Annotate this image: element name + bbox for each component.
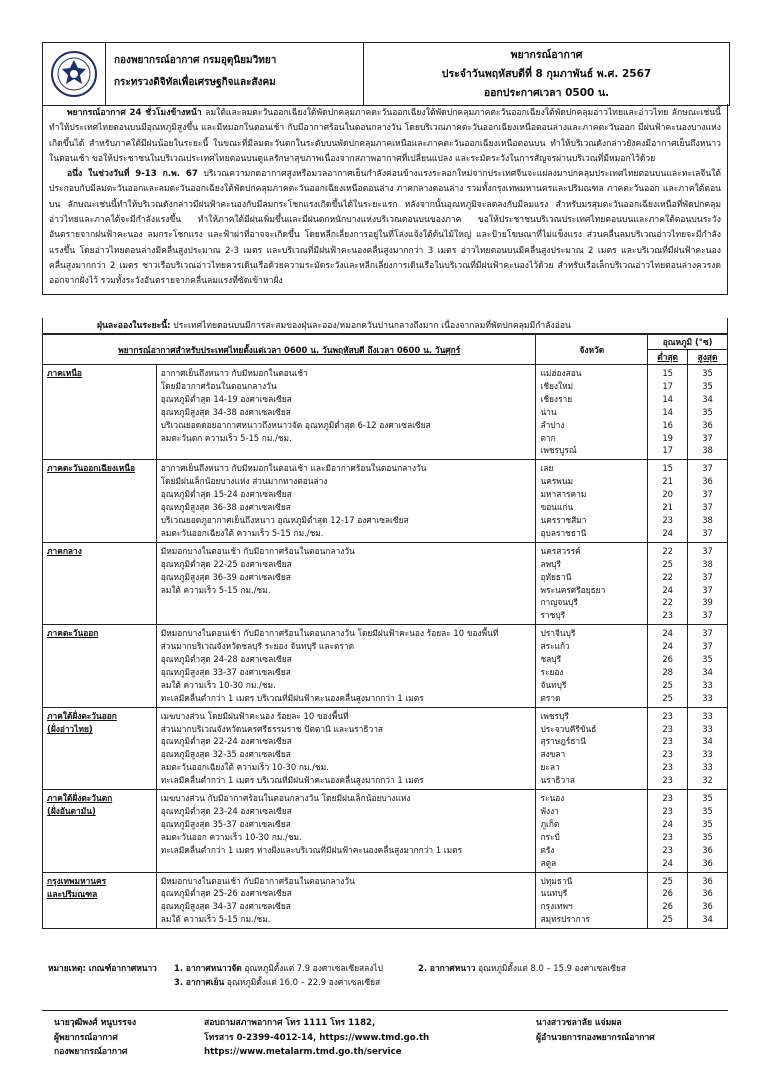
province-cell xyxy=(536,707,648,789)
max-temp: 34 xyxy=(702,393,713,404)
forecast-line: อุณหภูมิสูงสุด 36-39 องศาเซลเซียส xyxy=(160,571,291,582)
region-row xyxy=(43,542,728,624)
forecaster-name: นายวุฒิพงศ์ หนูบรรจง xyxy=(54,1018,137,1028)
min-temp: 21 xyxy=(662,476,673,487)
province-name: จันทบุรี xyxy=(540,679,567,690)
min-temp-cell xyxy=(648,707,688,789)
forecast-line: ลมใต้ ความเร็ว 10-30 กม./ชม. xyxy=(160,679,276,690)
province-name: เชียงราย xyxy=(540,393,573,404)
summary-block xyxy=(42,104,728,295)
forecast-line: มีหมอกบางในตอนเช้า กับมีอากาศร้อนในตอนกลางวัน xyxy=(160,875,355,886)
min-temp: 15 xyxy=(662,463,673,474)
max-temp: 34 xyxy=(702,666,713,677)
forecast-line: อุณหภูมิต่ำสุด 22-25 องศาเซลเซียส xyxy=(160,558,292,569)
max-temp: 38 xyxy=(702,558,713,569)
min-temp: 24 xyxy=(662,584,673,595)
min-temp: 23 xyxy=(662,844,673,855)
forecast-line: ลมตะวันตก ความเร็ว 5-15 กม./ชม. xyxy=(160,432,292,443)
forecast-line: อุณหภูมิสูงสุด 33-37 องศาเซลเซียส xyxy=(160,666,291,677)
dust-text: ประเทศไทยตอนบนมีการสะสมของฝุ่นละออง/หมอกควันปานกลางถึงมาก เนื่องจากลมที่พัดปกคลุมมีกำลังอ่อน xyxy=(170,321,571,331)
min-temp-header: ต่ำสุด xyxy=(648,350,688,365)
province-name: สุราษฎร์ธานี xyxy=(540,736,586,747)
region-subname: (ฝั่งอ่าวไทย) xyxy=(47,723,93,734)
max-temp: 32 xyxy=(702,775,713,786)
forecast-line: ลมใต้ ความเร็ว 5-15 กม./ชม. xyxy=(160,584,271,595)
region-subname: (ฝั่งอันดามัน) xyxy=(47,806,96,817)
min-temp: 25 xyxy=(662,875,673,886)
max-temp: 37 xyxy=(702,571,713,582)
forecast-line: อุณหภูมิสูงสุด 34-37 องศาเซลเซียส xyxy=(160,901,291,912)
min-temp: 22 xyxy=(662,571,673,582)
forecast-line: ทะเลมีคลื่นต่ำกว่า 1 เมตร บริเวณที่มีฝนฟ้าคะนองคลื่นสูงมากกว่า 1 เมตร xyxy=(160,692,424,703)
max-temp: 36 xyxy=(702,419,713,430)
table-main-header: พยากรณ์อากาศสำหรับประเทศไทยตั้งแต่เวลา 0600 น. วันพฤหัสบดี ถึงเวลา 0600 น. วันศุกร์ xyxy=(43,335,536,365)
min-temp: 16 xyxy=(662,419,673,430)
province-name: ปราจีนบุรี xyxy=(540,628,576,639)
max-temp: 35 xyxy=(702,831,713,842)
region-name: ภาคตะวันออกเฉียงเหนือ xyxy=(47,463,136,474)
max-temp: 37 xyxy=(702,489,713,500)
region-rows xyxy=(43,365,728,929)
min-temp: 23 xyxy=(662,736,673,747)
max-temp: 38 xyxy=(702,514,713,525)
contact-fax-website[interactable]: โทรสาร 0-2399-4012-14, https://www.tmd.go.th xyxy=(204,1032,430,1043)
forecast-line: อุณหภูมิสูงสุด 35-37 องศาเซลเซียส xyxy=(160,818,291,829)
min-temp: 22 xyxy=(662,597,673,608)
min-temp: 26 xyxy=(662,888,673,899)
min-temp-cell xyxy=(648,460,688,542)
min-temp: 23 xyxy=(662,762,673,773)
region-name-cell xyxy=(43,790,157,872)
province-name: สระแก้ว xyxy=(540,641,570,652)
max-temp: 36 xyxy=(702,857,713,868)
max-temp-cell xyxy=(688,460,728,542)
min-temp: 25 xyxy=(662,558,673,569)
region-row xyxy=(43,707,728,789)
min-temp: 23 xyxy=(662,514,673,525)
max-temp: 35 xyxy=(702,368,713,378)
forecast-line: อากาศเย็นถึงหนาว กับมีหมอกในตอนเช้า xyxy=(160,368,308,378)
province-name: ประจวบคีรีขันธ์ xyxy=(540,723,597,734)
min-temp: 15 xyxy=(662,368,673,378)
min-temp: 25 xyxy=(662,679,673,690)
max-temp: 34 xyxy=(702,914,713,925)
province-name: ขอนแก่น xyxy=(540,502,574,513)
province-name: เชียงใหม่ xyxy=(540,380,574,391)
min-temp: 25 xyxy=(662,692,673,703)
max-temp: 37 xyxy=(702,610,713,621)
max-temp: 37 xyxy=(702,545,713,556)
outlook-text: บริเวณความกดอากาศสูงหรือมวลอากาศเย็นกำลังค่อนข้างแรงระลอกใหม่จากประเทศจีนจะแผ่ลงมาปกคลุมประเทศไทยตอนบนและทะเลจีนใต้ ประกอบกับมีลมตะวันออกและลมตะวันออกเฉียงใต้พัดปกคลุมภาคตะวันออกเฉียงเหนือตอนล่าง ภาคกลางตอนล่าง รวมทั้งกรุงเทพมหานครและปริมณฑล ภาคตะวันออก และภาคใต้ตอนบน ลักษณะเช่นนี้ทำให้บริเวณดังกล่าวมีฝนฟ้าคะนองกับมีลมกระโชกแรงเกิดขึ้นได้ในระยะแรก หลังจากนั้นอุณหภูมิจะลดลงกับมีลมแรง สำหรับมรสุมตะวันออกเฉียงเหนือที่พัดปกคลุมอ่าวไทยและภาคใต้จะมีกำลังแรงขึ้น ทำให้ภาคใต้มีฝนเพิ่มขึ้นและมีฝนตกหนักบางแห่งบริเวณตอนบนของภาค ขอให้ประชาชนบริเวณประเทศไทยตอนบนและภาคใต้ตอนบนระวังอันตรายจากฝนฟ้าคะนอง ลมกระโชกแรง และฟ้าผ่าที่อาจจะเกิดขึ้น โดยหลีกเลี่ยงการอยู่ในที่โล่งแจ้งใต้ต้นไม้ใหญ่ และป้ายโฆษณาที่ไม่แข็งแรง ส่วนคลื่นลมบริเวณอ่าวไทยจะมีกำลังแรงขึ้น โดยอ่าวไทยตอนล่างมีคลื่นสูงประมาณ 2-3 เมตร และบริเวณที่มีฝนฟ้าคะนองคลื่นสูงมากกว่า 3 เมตร อ่าวไทยตอนบนมีคลื่นสูงประมาณ 2 เมตร และบริเวณที่มีฝนฟ้าคะนองคลื่นสูงมากกว่า 2 เมตร ชาวเรือบริเวณอ่าวไทยควรเดินเรือด้วยความระมัดระวังและหลีกเลี่ยงการเดินเรือในบริเวณที่มีฝนฟ้าคะนองไว้ด้วย สำหรับเรือเล็กบริเวณอ่าวไทยตอนล่างควรงดออกจากฝั่งไว้ รวมทั้งระวังอันตรายจากคลื่นลมแรงที่ซัดเข้าหาฝั่ง xyxy=(49,169,721,287)
region-name-cell xyxy=(43,625,157,707)
province-name: พังงา xyxy=(540,806,559,816)
forecast-line: อุณหภูมิต่ำสุด 14-19 องศาเซลเซียส xyxy=(160,393,292,404)
min-temp-cell xyxy=(648,790,688,872)
min-temp-cell xyxy=(648,872,688,929)
province-name: นครพนม xyxy=(540,476,574,487)
note-cool xyxy=(174,976,380,989)
tmd-emblem-icon xyxy=(50,49,98,99)
footer-divider xyxy=(42,1010,728,1011)
forecast-line: ลมตะวันออก ความเร็ว 10-30 กม./ชม. xyxy=(160,831,302,842)
forecast-line: ลมตะวันออกเฉียงใต้ ความเร็ว 10-30 กม./ชม. xyxy=(160,762,329,773)
dust-label: ฝุ่นละอองในระยะนี้: xyxy=(97,321,171,331)
province-name: มหาสารคาม xyxy=(540,489,587,500)
max-temp: 35 xyxy=(702,406,713,417)
max-temp-cell xyxy=(688,872,728,929)
summary-lead: พยากรณ์อากาศ 24 ชั่วโมงข้างหน้า xyxy=(67,108,202,118)
province-name: อุทัยธานี xyxy=(540,571,572,582)
forecaster-title: ผู้พยากรณ์อากาศ xyxy=(54,1032,118,1043)
department-cell xyxy=(106,43,364,105)
max-temp: 37 xyxy=(702,502,713,513)
forecaster-signature xyxy=(54,1016,136,1060)
max-temp: 36 xyxy=(702,901,713,912)
note-cold-text: อุณหภูมิตั้งแต่ 8.0 – 15.9 องศาเซลเซียส xyxy=(475,963,626,973)
province-cell xyxy=(536,542,648,624)
province-name: น่าน xyxy=(540,406,557,417)
province-name: นครราชสีมา xyxy=(540,514,587,525)
min-temp: 21 xyxy=(662,502,673,513)
regional-forecast-table xyxy=(42,334,728,929)
province-name: นราธิวาส xyxy=(540,775,576,786)
max-temp: 35 xyxy=(702,380,713,391)
province-name: เพชรบุรี xyxy=(540,710,569,721)
region-row xyxy=(43,790,728,872)
region-subname: และปริมณฑล xyxy=(47,888,98,899)
min-temp: 24 xyxy=(662,628,673,639)
min-temp: 23 xyxy=(662,793,673,804)
region-name: ภาคใต้ฝั่งตะวันออก xyxy=(47,710,117,721)
forecast-line: อุณหภูมิต่ำสุด 25-26 องศาเซลเซียส xyxy=(160,888,292,899)
province-name: นครสวรรค์ xyxy=(540,545,581,556)
province-name: สงขลา xyxy=(540,749,566,760)
forecast-line: อุณหภูมิสูงสุด 32-35 องศาเซลเซียส xyxy=(160,749,291,760)
region-name-cell xyxy=(43,365,157,460)
province-name: เลย xyxy=(540,463,554,474)
min-temp: 17 xyxy=(662,380,673,391)
province-header: จังหวัด xyxy=(536,335,648,365)
forecast-line: มีหมอกบางในตอนเช้า กับมีอากาศร้อนในตอนกลางวัน โดยมีฝนฟ้าคะนอง ร้อยละ 10 ของพื้นที่ xyxy=(160,628,499,639)
dust-note xyxy=(42,318,728,334)
note-cold-label: 2. อากาศหนาว xyxy=(418,963,476,973)
min-temp: 23 xyxy=(662,710,673,721)
forecast-line: ทะเลมีคลื่นต่ำกว่า 1 เมตร บริเวณที่มีฝนฟ้าคะนองคลื่นสูงมากกว่า 1 เมตร xyxy=(160,775,424,786)
min-temp: 23 xyxy=(662,723,673,734)
min-temp: 19 xyxy=(662,432,673,443)
province-name: กรุงเทพฯ xyxy=(540,901,573,912)
forecast-line: ทะเลมีคลื่นต่ำกว่า 1 เมตร ห่างฝั่งและบริเวณที่มีฝนฟ้าคะนองคลื่นสูงมากกว่า 1 เมตร xyxy=(160,844,463,855)
max-temp: 33 xyxy=(702,749,713,760)
province-name: เพชรบูรณ์ xyxy=(540,445,577,456)
region-row xyxy=(43,365,728,460)
province-name: ภูเก็ต xyxy=(540,818,560,829)
issue-time: ออกประกาศเวลา 0500 น. xyxy=(483,87,610,99)
min-temp: 14 xyxy=(662,393,673,404)
summary-paragraph xyxy=(49,106,721,167)
forecast-line: ลมใต้ ความเร็ว 5-15 กม./ชม. xyxy=(160,914,271,925)
outlook-lead: อนึ่ง ในช่วงวันที่ 9-13 ก.พ. 67 xyxy=(67,169,198,180)
region-forecast-cell xyxy=(156,707,536,789)
province-name: นนทบุรี xyxy=(540,888,568,899)
province-name: ชลบุรี xyxy=(540,654,562,665)
forecast-line: อากาศเย็นถึงหนาว กับมีหมอกในตอนเช้า และมีอากาศร้อนในตอนกลางวัน xyxy=(160,463,427,474)
max-temp: 37 xyxy=(702,432,713,443)
min-temp-cell xyxy=(648,365,688,460)
min-temp: 20 xyxy=(662,489,673,500)
province-cell xyxy=(536,790,648,872)
province-cell xyxy=(536,460,648,542)
province-name: ลำปาง xyxy=(540,419,565,430)
max-temp: 36 xyxy=(702,476,713,487)
forecast-line: อุณหภูมิต่ำสุด 24-28 องศาเซลเซียส xyxy=(160,654,292,665)
min-temp: 23 xyxy=(662,775,673,786)
province-name: สมุทรปราการ xyxy=(540,914,590,925)
region-row xyxy=(43,872,728,929)
max-temp: 37 xyxy=(702,463,713,474)
note-very-cold-label: 1. อากาศหนาวจัด xyxy=(174,963,242,973)
min-temp: 24 xyxy=(662,641,673,652)
outlook-paragraph xyxy=(49,167,721,289)
region-name: ภาคกลาง xyxy=(47,545,82,556)
note-cool-label: 3. อากาศเย็น xyxy=(174,977,225,987)
max-temp: 36 xyxy=(702,888,713,899)
forecast-line: เมฆบางส่วน โดยมีฝนฟ้าคะนอง ร้อยละ 10 ของพื้นที่ xyxy=(160,710,349,721)
region-name-cell xyxy=(43,460,157,542)
province-name: ระยอง xyxy=(540,666,564,677)
region-row xyxy=(43,460,728,542)
max-temp-cell xyxy=(688,542,728,624)
director-title: ผู้อำนวยการกองพยากรณ์อากาศ xyxy=(536,1032,655,1043)
max-temp: 35 xyxy=(702,818,713,829)
document-header xyxy=(42,42,730,106)
forecast-line: โดยมีอากาศร้อนในตอนกลางวัน xyxy=(160,380,277,391)
region-forecast-cell xyxy=(156,460,536,542)
max-temp: 35 xyxy=(702,793,713,804)
province-name: สตูล xyxy=(540,857,557,868)
min-temp: 25 xyxy=(662,914,673,925)
province-name: กระบี่ xyxy=(540,831,560,842)
max-temp-cell xyxy=(688,365,728,460)
note-very-cold xyxy=(174,962,383,975)
forecast-line: เมฆบางส่วน กับมีอากาศร้อนในตอนกลางวัน โดยมีฝนเล็กน้อยบางแห่ง xyxy=(160,793,411,804)
region-name: ภาคตะวันออก xyxy=(47,628,99,639)
forecast-line: มีหมอกบางในตอนเช้า กับมีอากาศร้อนในตอนกลางวัน xyxy=(160,545,355,556)
contact-service-link[interactable]: https://www.metalarm.tmd.go.th/service xyxy=(204,1047,402,1057)
max-temp-cell xyxy=(688,790,728,872)
title-cell xyxy=(364,43,729,105)
max-temp: 33 xyxy=(702,710,713,721)
max-temp: 33 xyxy=(702,762,713,773)
contact-info xyxy=(204,1016,429,1060)
province-name: ตราด xyxy=(540,692,561,703)
region-row xyxy=(43,625,728,707)
department-name: กองพยากรณ์อากาศ กรมอุตุนิยมวิทยา xyxy=(114,55,277,66)
min-temp: 23 xyxy=(662,806,673,816)
contact-phone: สอบถามสภาพอากาศ โทร 1111 โทร 1182, xyxy=(204,1018,376,1028)
note-cold xyxy=(418,962,626,975)
max-temp: 34 xyxy=(702,736,713,747)
max-temp: 37 xyxy=(702,527,713,538)
min-temp-cell xyxy=(648,625,688,707)
forecast-date: ประจำวันพฤหัสบดีที่ 8 กุมภาพันธ์ พ.ศ. 2567 xyxy=(441,68,652,80)
max-temp: 37 xyxy=(702,628,713,639)
max-temp: 37 xyxy=(702,641,713,652)
max-temp: 38 xyxy=(702,445,713,456)
forecast-line: อุณหภูมิสูงสุด 36-38 องศาเซลเซียส xyxy=(160,502,291,513)
region-name: กรุงเทพมหานคร xyxy=(47,875,107,886)
forecast-line: อุณหภูมิต่ำสุด 23-24 องศาเซลเซียส xyxy=(160,806,292,816)
min-temp: 23 xyxy=(662,610,673,621)
province-name: แม่ฮ่องสอน xyxy=(540,368,582,378)
forecast-line: โดยมีฝนเล็กน้อยบางแห่ง ส่วนมากทางตอนล่าง xyxy=(160,476,328,487)
min-temp-cell xyxy=(648,542,688,624)
forecast-line: บริเวณยอดดอยอากาศหนาวถึงหนาวจัด อุณหภูมิต่ำสุด 6-12 องศาเซลเซียส xyxy=(160,419,431,430)
region-name-cell xyxy=(43,542,157,624)
ministry-name: กระทรวงดิจิทัลเพื่อเศรษฐกิจและสังคม xyxy=(114,77,276,88)
min-temp: 24 xyxy=(662,818,673,829)
min-temp: 26 xyxy=(662,654,673,665)
min-temp: 24 xyxy=(662,527,673,538)
forecast-line: อุณหภูมิต่ำสุด 15-24 องศาเซลเซียส xyxy=(160,489,292,500)
max-temp: 33 xyxy=(702,679,713,690)
province-name: อุบลราชธานี xyxy=(540,527,587,538)
region-name: ภาคเหนือ xyxy=(47,368,82,378)
min-temp: 14 xyxy=(662,406,673,417)
forecast-line: ส่วนมากบริเวณจังหวัดนครศรีธรรมราช ปัตตานี และนราธิวาส xyxy=(160,723,384,734)
region-forecast-cell xyxy=(156,365,536,460)
province-name: ระนอง xyxy=(540,793,565,804)
province-name: ลพบุรี xyxy=(540,558,561,569)
region-name-cell xyxy=(43,707,157,789)
note-cool-text: อุณหภูมิตั้งแต่ 16.0 – 22.9 องศาเซลเซียส xyxy=(224,977,381,987)
min-temp: 22 xyxy=(662,545,673,556)
region-forecast-cell xyxy=(156,625,536,707)
max-temp: 39 xyxy=(702,597,713,608)
logo-cell xyxy=(43,43,106,105)
temperature-header: อุณหภูมิ (°ซ) xyxy=(648,335,728,350)
director-name: นางสาวชลาลัย แจ่มผล xyxy=(536,1018,622,1028)
max-temp: 35 xyxy=(702,806,713,816)
note-very-cold-text: อุณหภูมิตั้งแต่ 7.9 องศาเซลเซียสลงไป xyxy=(241,963,383,973)
max-temp: 33 xyxy=(702,692,713,703)
region-forecast-cell xyxy=(156,542,536,624)
min-temp: 28 xyxy=(662,666,673,677)
notes-label: หมายเหตุ: เกณฑ์อากาศหนาว xyxy=(48,963,157,973)
min-temp: 24 xyxy=(662,857,673,868)
province-name: กาญจนบุรี xyxy=(540,597,578,608)
max-temp-header: สูงสุด xyxy=(688,350,728,365)
province-name: พระนครศรีอยุธยา xyxy=(540,584,606,595)
province-name: ตาก xyxy=(540,432,556,443)
forecast-line: อุณหภูมิสูงสุด 34-38 องศาเซลเซียส xyxy=(160,406,291,417)
min-temp: 17 xyxy=(662,445,673,456)
region-forecast-cell xyxy=(156,872,536,929)
max-temp-cell xyxy=(688,707,728,789)
province-name: ตรัง xyxy=(540,844,555,855)
max-temp: 36 xyxy=(702,875,713,886)
min-temp: 23 xyxy=(662,749,673,760)
forecast-line: อุณหภูมิต่ำสุด 22-24 องศาเซลเซียส xyxy=(160,736,292,747)
region-forecast-cell xyxy=(156,790,536,872)
min-temp: 26 xyxy=(662,901,673,912)
province-cell xyxy=(536,365,648,460)
forecast-line: ลมตะวันออกเฉียงใต้ ความเร็ว 5-15 กม./ชม. xyxy=(160,527,324,538)
province-name: ราชบุรี xyxy=(540,610,566,621)
forecast-line: บริเวณยอดภูอากาศเย็นถึงหนาว อุณหภูมิต่ำสุด 12-17 องศาเซลเซียส xyxy=(160,514,409,525)
director-signature xyxy=(536,1016,655,1045)
document-title: พยากรณ์อากาศ xyxy=(510,49,583,61)
region-name: ภาคใต้ฝั่งตะวันตก xyxy=(47,793,113,804)
region-name-cell xyxy=(43,872,157,929)
province-cell xyxy=(536,872,648,929)
province-name: ยะลา xyxy=(540,762,560,773)
summary-text: ลมใต้และลมตะวันออกเฉียงใต้พัดปกคลุมภาคตะวันออกเฉียงใต้พัดปกคลุมภาคตะวันออกเฉียงใต้พัดปกคลุมอ่าวไทยและอ่าวไทย ลักษณะเช่นนี้ทำให้ประเทศไทยตอนบนมีอุณหภูมิสูงขึ้น และมีหมอกในตอนเช้า กับมีอากาศร้อนในตอนกลางวัน โดยบริเวณภาคตะวันออกเฉียงเหนือตอนล่างและภาคตะวันออก มีฝนฟ้าคะนองบางแห่งเกิดขึ้นได้ สำหรับภาคใต้มีฝนน้อยในระยะนี้ ในขณะที่มีลมตะวันตกในระดับบนพัดปกคลุมภาคเหนือและภาคตะวันออกเฉียงเหนือตอนบน ทำให้บริเวณดังกล่าวยังคงมีอากาศเย็นถึงหนาวในตอนเช้า ขอให้ประชาชนในบริเวณประเทศไทยตอนบนดูแลรักษาสุขภาพเนื่องจากสภาพอากาศที่เปลี่ยนแปลง และระมัดระวังในการสัญจรผ่านบริเวณที่มีหมอกไว้ด้วย xyxy=(49,108,721,164)
province-name: ปทุมธานี xyxy=(540,875,573,886)
max-temp: 33 xyxy=(702,723,713,734)
max-temp: 37 xyxy=(702,584,713,595)
min-temp: 23 xyxy=(662,831,673,842)
max-temp: 36 xyxy=(702,844,713,855)
forecaster-division: กองพยากรณ์อากาศ xyxy=(54,1047,128,1057)
max-temp: 35 xyxy=(702,654,713,665)
max-temp-cell xyxy=(688,625,728,707)
forecast-line: ส่วนมากบริเวณจังหวัดชลบุรี ระยอง จันทบุรี และตราด xyxy=(160,641,355,652)
province-cell xyxy=(536,625,648,707)
